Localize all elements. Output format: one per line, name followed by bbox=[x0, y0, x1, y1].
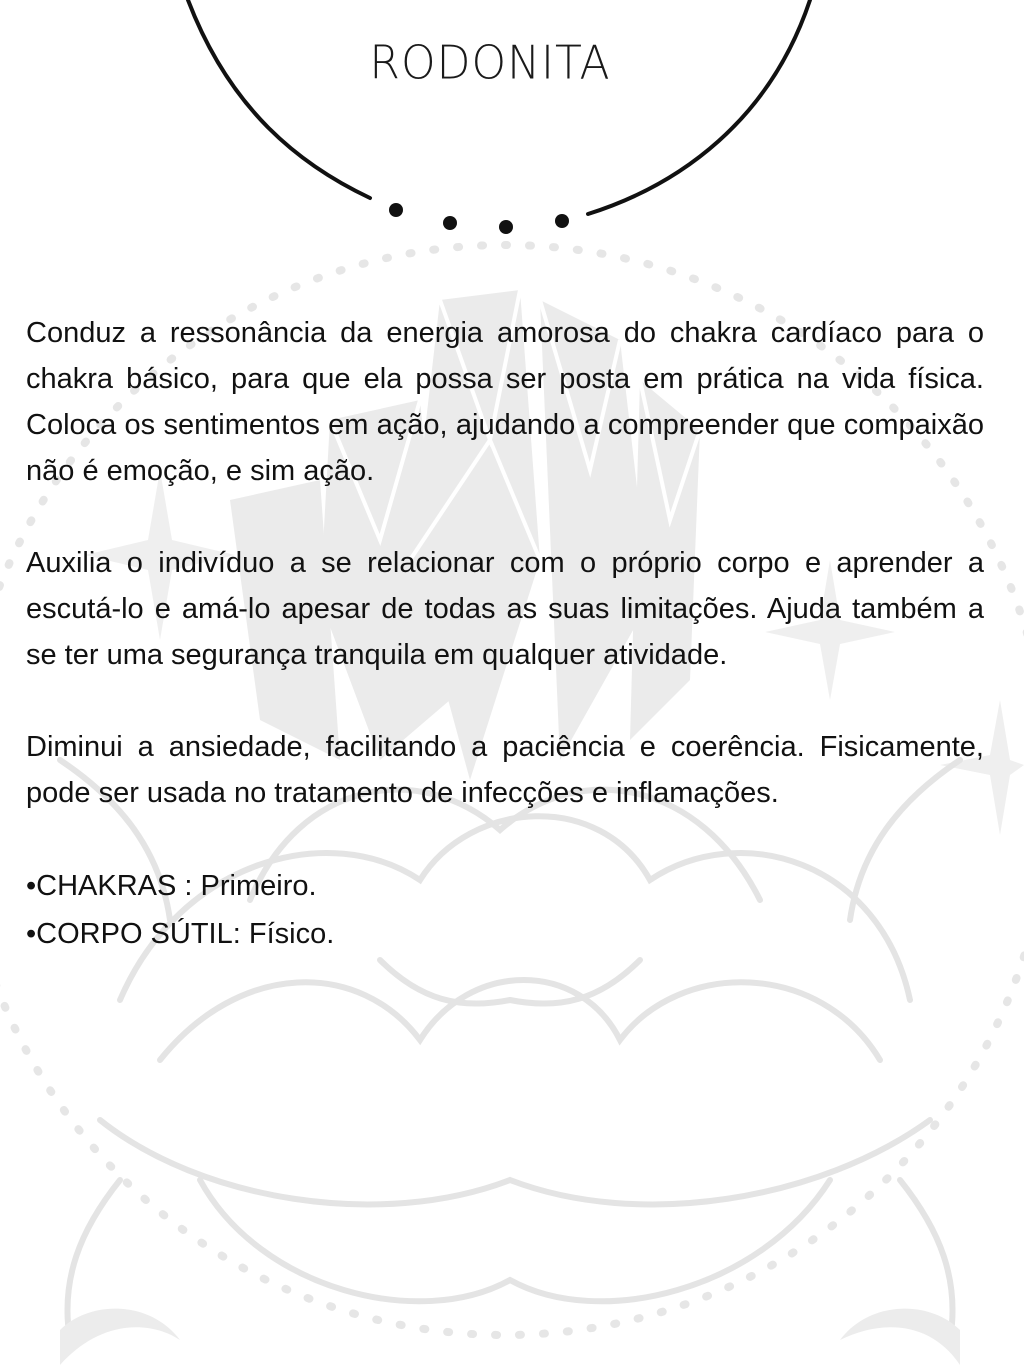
arc-dot bbox=[499, 220, 513, 234]
arc-right bbox=[588, 0, 810, 214]
arc-dot bbox=[555, 214, 569, 228]
description-body bbox=[26, 310, 984, 958]
paragraph-anxiety: Diminui a ansiedade, facilitando a paciência e coerência. Fisicamente, pode ser usada no tratamento de infecções e inflamações. bbox=[26, 731, 984, 809]
arc-left bbox=[188, 0, 370, 198]
arc-dot bbox=[443, 216, 457, 230]
attribute-subtle-body: •CORPO SÚTIL: Físico. bbox=[26, 918, 335, 950]
attribute-list bbox=[26, 862, 984, 958]
page-title: RODONITA bbox=[369, 36, 611, 91]
paragraph-body: Auxilia o indivíduo a se relacionar com o próprio corpo e aprender a escutá-lo e amá-lo apesar de todas as suas limitações. Ajuda também a se ter uma segurança tranquila em qualquer atividade. bbox=[26, 547, 984, 671]
attribute-chakras: •CHAKRAS : Primeiro. bbox=[26, 870, 317, 902]
arc-dot bbox=[389, 203, 403, 217]
moon-shapes bbox=[60, 1309, 960, 1365]
paragraph-resonance: Conduz a ressonância da energia amorosa do chakra cardíaco para o chakra básico, para que ela possa ser posta em prática na vida física. Coloca os sentimentos em ação, ajudando a compreender que compaixão não é emoção, e sim ação. bbox=[26, 317, 984, 487]
